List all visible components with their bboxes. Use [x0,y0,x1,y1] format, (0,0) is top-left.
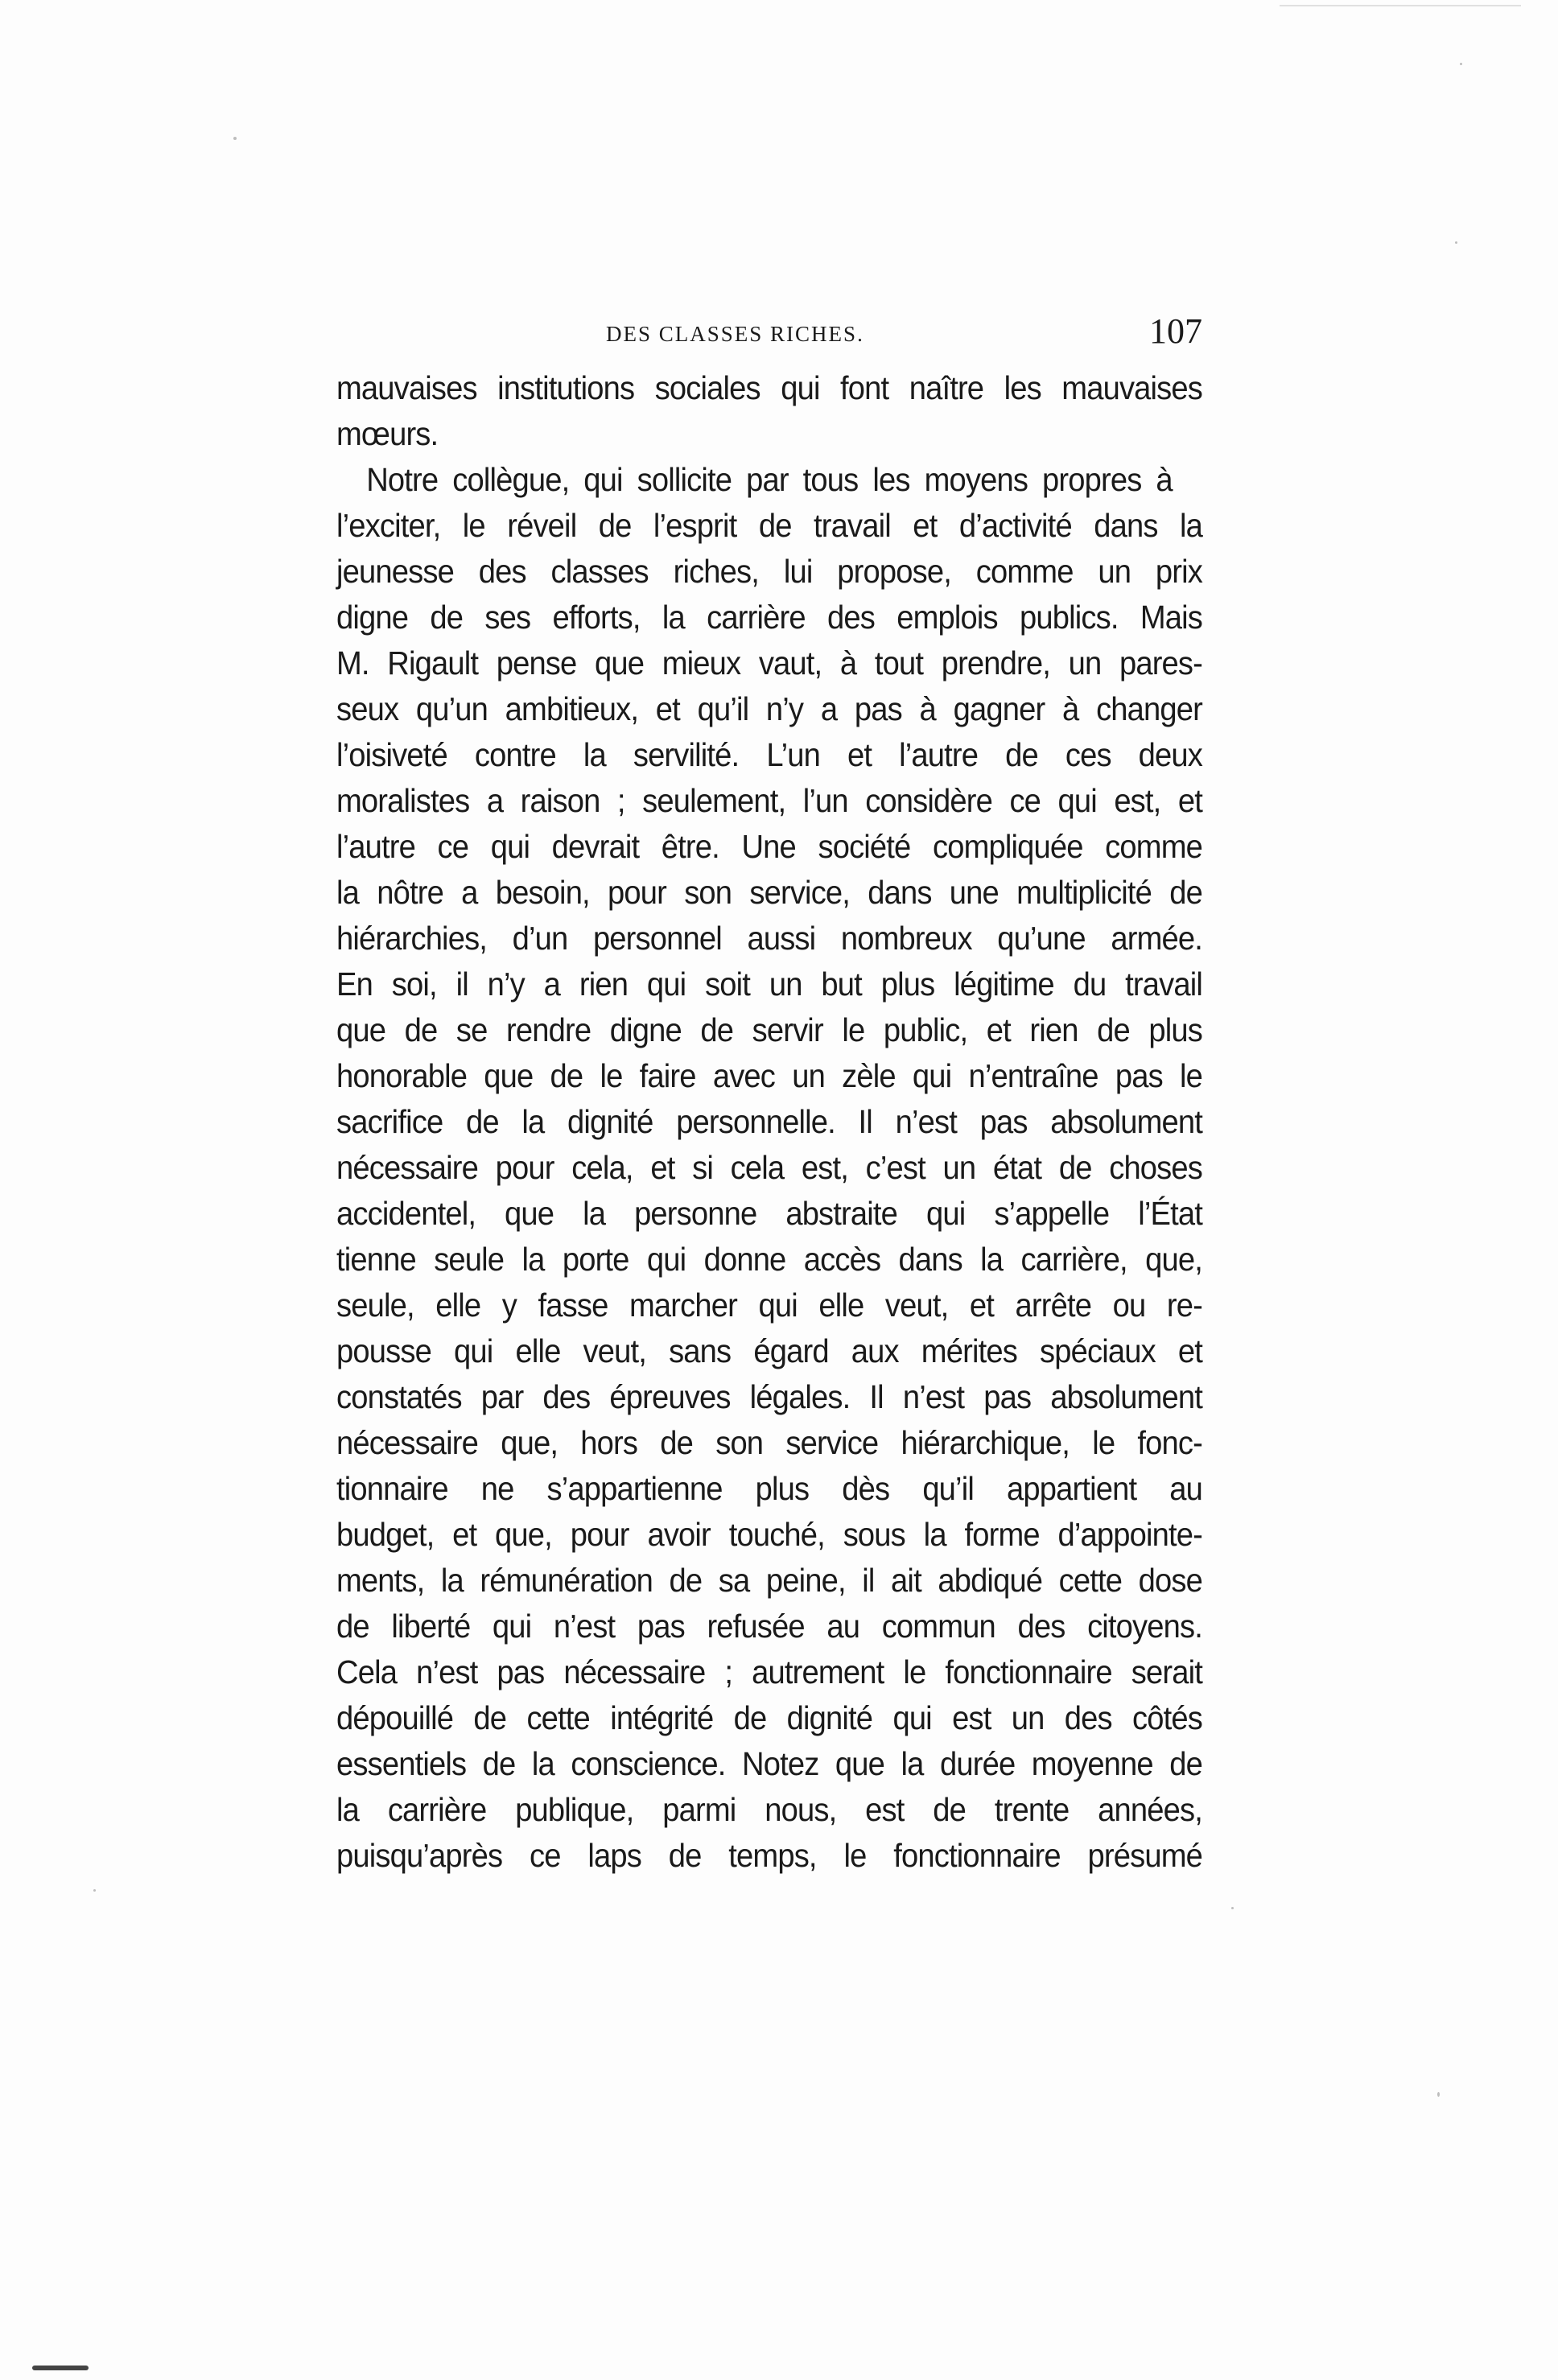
text-line: l’exciter, le réveil de l’esprit de travail et d’activité dans la [336,507,1203,544]
text-line: digne de ses efforts, la carrière des emplois publics. Mais [336,599,1203,636]
top-edge-mark [1280,5,1521,6]
text-line: pousse qui elle veut, sans égard aux mérites spéciaux et [336,1332,1203,1369]
text-line: essentiels de la conscience. Notez que la durée moyenne de [336,1745,1203,1782]
text-line: seule, elle y fasse marcher qui elle veut, et arrête ou re- [336,1287,1203,1324]
paper-speck [32,2366,89,2370]
paper-speck [1455,241,1457,244]
text-line: dépouillé de cette intégrité de dignité qui est un des côtés [336,1699,1203,1736]
text-line: jeunesse des classes riches, lui propose, comme un prix [336,553,1203,590]
text-line: l’autre ce qui devrait être. Une société compliquée comme [336,828,1203,865]
text-line: Notre collègue, qui sollicite par tous les moyens propres à [366,461,1173,498]
text-line: mauvaises institutions sociales qui font naître les mauvaises [336,369,1203,406]
text-line: accidentel, que la personne abstraite qui s’appelle l’État [336,1195,1203,1232]
text-line: la carrière publique, parmi nous, est de trente années, [336,1791,1203,1828]
text-line: tienne seule la porte qui donne accès dans la carrière, que, [336,1241,1203,1278]
text-line: que de se rendre digne de servir le public, et rien de plus [336,1011,1203,1048]
text-line: budget, et que, pour avoir touché, sous la forme d’appointe- [336,1516,1203,1553]
body-text [336,365,1202,1879]
text-line: nécessaire que, hors de son service hiérarchique, le fonc- [336,1424,1203,1461]
text-line: puisqu’après ce laps de temps, le fonctionnaire présumé [336,1837,1203,1874]
text-line: Cela n’est pas nécessaire ; autrement le fonctionnaire serait [336,1653,1203,1690]
page-number: 107 [1149,311,1202,351]
running-head [336,311,1202,351]
text-line: moralistes a raison ; seulement, l’un considère ce qui est, et [336,782,1203,819]
text-line: de liberté qui n’est pas refusée au commun des citoyens. [336,1608,1203,1645]
paper-speck [1460,63,1462,65]
text-line: sacrifice de la dignité personnelle. Il n’est pas absolument [336,1103,1203,1140]
text-line: l’oisiveté contre la servilité. L’un et l’autre de ces deux [336,736,1203,773]
text-line: M. Rigault pense que mieux vaut, à tout prendre, un pares- [336,644,1203,681]
text-line: ments, la rémunération de sa peine, il ait abdiqué cette dose [336,1562,1203,1599]
paper-speck [93,1889,96,1892]
text-line: nécessaire pour cela, et si cela est, c’est un état de choses [336,1149,1203,1186]
text-line: la nôtre a besoin, pour son service, dans une multiplicité de [336,874,1203,911]
text-line: mœurs. [336,415,439,452]
text-line: honorable que de le faire avec un zèle qui n’entraîne pas le [336,1057,1203,1094]
text-line: En soi, il n’y a rien qui soit un but plus légitime du travail [336,966,1203,1003]
paper-speck [1231,1907,1234,1909]
running-title: DES CLASSES RICHES. [606,322,864,346]
text-line: seux qu’un ambitieux, et qu’il n’y a pas à gagner à changer [336,690,1203,727]
text-line: hiérarchies, d’un personnel aussi nombreux qu’une armée. [336,920,1203,957]
paper-speck [233,137,237,140]
paper-speck [1437,2092,1440,2097]
text-line: tionnaire ne s’appartienne plus dès qu’il appartient au [336,1470,1203,1507]
text-line: constatés par des épreuves légales. Il n’est pas absolument [336,1378,1203,1415]
